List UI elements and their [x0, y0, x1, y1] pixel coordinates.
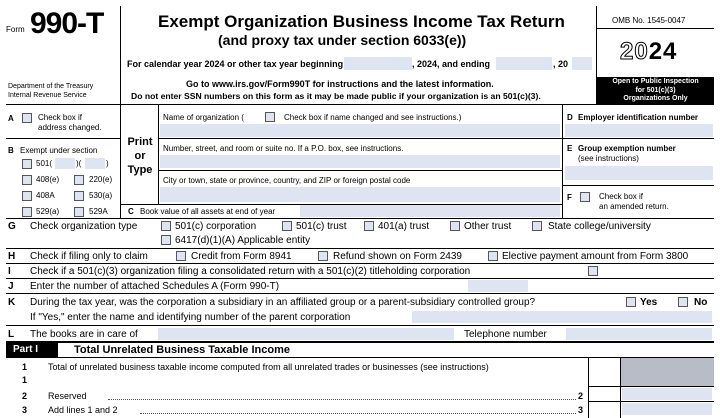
exempt-408e-checkbox[interactable]	[22, 175, 32, 185]
line-l-letter: L	[8, 329, 15, 340]
consolidated-label: Check if a 501(c)(3) organization filing a consolidated return with a 501(c)(2) titleholding corporation	[30, 266, 471, 277]
subsidiary-question: During the tax year, was the corporation a subsidiary in an affiliated group or a parent-subsidiary controlled group?	[30, 297, 536, 308]
filing-claim-label: Check if filing only to claim	[30, 251, 148, 262]
part-i-row-3-text: Add lines 1 and 2	[48, 405, 118, 415]
exempt-529A-label: 529A	[89, 207, 108, 216]
city-label: City or town, state or province, country, and ZIP or foreign postal code	[163, 176, 411, 185]
line-i-letter: I	[8, 266, 11, 277]
claim-3800-label: Elective payment amount from Form 3800	[502, 251, 689, 262]
address-changed-label-1: Check box if	[38, 113, 83, 122]
part-i-row-1-num: 1	[22, 362, 28, 372]
box-f-letter: F	[567, 193, 572, 202]
type-label: Type	[127, 164, 153, 176]
type-state-college-checkbox[interactable]	[532, 221, 542, 231]
exempt-501-label: 501(	[36, 159, 53, 168]
form-number: 990-T	[30, 7, 104, 40]
dept-line-2: Internal Revenue Service	[8, 92, 87, 99]
claim-2439-label: Refund shown on Form 2439	[333, 251, 462, 262]
part-i-row-3-num: 3	[22, 405, 28, 415]
line-h-letter: H	[8, 251, 16, 262]
omb-number: OMB No. 1545-0047	[612, 16, 686, 25]
public-inspection-line-1: Open to Public Inspection	[612, 78, 699, 85]
org-name-label: Name of organization (	[163, 113, 244, 122]
line-j-letter: J	[8, 281, 14, 292]
ein-field[interactable]	[565, 124, 713, 137]
type-applicable-entity-checkbox[interactable]	[161, 235, 171, 245]
box-b-letter: B	[8, 146, 14, 155]
exempt-501-mid: )(	[76, 159, 82, 168]
group-exemption-field[interactable]	[565, 166, 713, 180]
telephone-label: Telephone number	[464, 329, 547, 340]
period-end-year-field[interactable]	[572, 57, 592, 70]
part-i-row-2-dots	[108, 391, 576, 400]
book-value-label: Book value of all assets at end of year	[140, 207, 276, 216]
amended-return-checkbox[interactable]	[580, 192, 590, 202]
name-changed-checkbox[interactable]	[265, 112, 275, 122]
type-state-college-label: State college/university	[548, 221, 651, 232]
address-changed-label-2: address changed.	[38, 123, 102, 132]
exempt-section-label: Exempt under section	[20, 146, 98, 155]
form-label: Form	[6, 25, 25, 34]
books-care-label: The books are in care of	[30, 329, 138, 340]
type-501c-trust-label: 501(c) trust	[296, 221, 347, 232]
line-2-amount-field[interactable]	[622, 388, 712, 400]
period-begin-field[interactable]	[344, 57, 412, 70]
telephone-field[interactable]	[566, 328, 712, 340]
period-mid: , 2024, and ending	[412, 59, 491, 69]
exempt-501-checkbox[interactable]	[22, 159, 32, 169]
schedules-a-label: Enter the number of attached Schedules A (Form 990-T)	[30, 281, 280, 292]
public-inspection-box	[597, 77, 714, 104]
type-501c-corp-label: 501(c) corporation	[175, 221, 257, 232]
box-d-letter: D	[567, 113, 573, 122]
goto-line: Go to www.irs.gov/Form990T for instructions and the latest information.	[186, 79, 494, 89]
amended-label-1: Check box if	[599, 192, 644, 201]
amended-label-2: an amended return.	[599, 202, 669, 211]
box-c-letter: C	[128, 207, 134, 216]
public-inspection-line-2: for 501(c)(3)	[635, 86, 676, 94]
org-name-field[interactable]	[160, 124, 560, 137]
parent-corp-field[interactable]	[412, 311, 712, 323]
period-end-field[interactable]	[496, 57, 552, 70]
part-i-row-3-box: 3	[578, 405, 584, 415]
subsidiary-no-checkbox[interactable]	[678, 297, 688, 307]
books-care-field[interactable]	[158, 328, 454, 340]
ssn-line: Do not enter SSN numbers on this form as it may be made public if your organization is an 501(c)(3).	[131, 91, 541, 101]
city-field[interactable]	[160, 187, 560, 202]
print-or-type-label	[122, 135, 158, 177]
consolidated-checkbox[interactable]	[588, 266, 598, 276]
part-i-title: Total Unrelated Business Taxable Income	[74, 344, 290, 356]
part-i-row-1b-num: 1	[22, 375, 28, 385]
type-401a-trust-label: 401(a) trust	[378, 221, 430, 232]
tax-year-suffix: 24	[648, 38, 678, 65]
book-value-field[interactable]	[300, 205, 560, 217]
line-k-letter: K	[8, 297, 16, 308]
exempt-530a-checkbox[interactable]	[74, 191, 84, 201]
part-i-row-2-text: Reserved	[48, 391, 87, 401]
exempt-220e-label: 220(e)	[89, 175, 113, 184]
exempt-408a-label: 408A	[36, 191, 55, 200]
exempt-529a-checkbox[interactable]	[22, 207, 32, 217]
ein-label: Employer identification number	[578, 113, 699, 122]
schedules-a-field[interactable]	[468, 280, 528, 292]
subsidiary-yes-label: Yes	[640, 297, 658, 308]
box-e-letter: E	[567, 144, 573, 153]
part-i-row-1-text: Total of unrelated business taxable income computed from all unrelated trades or businesses (see instructions)	[48, 362, 489, 372]
claim-2439-checkbox[interactable]	[318, 251, 328, 261]
street-field[interactable]	[160, 155, 560, 168]
name-changed-label: Check box if name changed and see instructions.)	[284, 113, 462, 122]
exempt-530a-label: 530(a)	[89, 191, 113, 200]
subsidiary-no-label: No	[694, 297, 708, 308]
street-label: Number, street, and room or suite no. If a P.O. box, see instructions.	[163, 144, 404, 153]
line-3-amount-field[interactable]	[622, 403, 712, 415]
period-line: For calendar year 2024 or other tax year beginning	[127, 59, 344, 69]
claim-8941-label: Credit from Form 8941	[191, 251, 292, 262]
type-applicable-entity-label: 6417(d)(1)(A) Applicable entity	[175, 235, 311, 246]
line-1-shaded-cell	[621, 358, 714, 386]
print-label: Print	[127, 136, 153, 148]
form-subtitle: (and proxy tax under section 6033(e))	[218, 32, 467, 48]
claim-8941-checkbox[interactable]	[176, 251, 186, 261]
or-label: or	[134, 150, 146, 162]
type-501c-trust-checkbox[interactable]	[282, 221, 292, 231]
group-exemption-sub: (see instructions)	[578, 154, 639, 163]
exempt-408a-checkbox[interactable]	[22, 191, 32, 201]
exempt-408e-label: 408(e)	[36, 175, 60, 184]
group-exemption-label: Group exemption number	[578, 144, 676, 153]
line-g-letter: G	[8, 221, 16, 232]
part-i-row-3-dots	[140, 405, 576, 414]
public-inspection-line-3: Organizations Only	[623, 95, 688, 102]
period-end: , 20	[553, 59, 569, 69]
tax-year-prefix: 20	[620, 38, 649, 65]
exempt-529a-label: 529(a)	[36, 207, 60, 216]
exempt-501-a-field[interactable]	[55, 158, 75, 169]
type-other-trust-label: Other trust	[464, 221, 512, 232]
exempt-501-b-field[interactable]	[85, 158, 105, 169]
org-type-label: Check organization type	[30, 221, 138, 232]
part-i-row-2-num: 2	[22, 391, 28, 401]
address-changed-checkbox[interactable]	[22, 113, 32, 123]
exempt-501-end: )	[106, 159, 109, 168]
type-other-trust-checkbox[interactable]	[450, 221, 460, 231]
claim-3800-checkbox[interactable]	[488, 251, 498, 261]
exempt-220e-checkbox[interactable]	[74, 175, 84, 185]
form-title: Exempt Organization Business Income Tax Return	[158, 12, 565, 31]
type-501c-corp-checkbox[interactable]	[161, 221, 171, 231]
subsidiary-yes-checkbox[interactable]	[626, 297, 636, 307]
parent-corp-label: If "Yes," enter the name and identifying number of the parent corporation	[30, 312, 351, 323]
part-i-label: Part I	[6, 343, 58, 357]
tax-year	[620, 38, 677, 66]
box-a-letter: A	[8, 114, 14, 123]
dept-line-1: Department of the Treasury	[8, 83, 94, 90]
type-401a-trust-checkbox[interactable]	[364, 221, 374, 231]
part-i-row-2-box: 2	[578, 391, 584, 401]
exempt-529A-checkbox[interactable]	[74, 207, 84, 217]
